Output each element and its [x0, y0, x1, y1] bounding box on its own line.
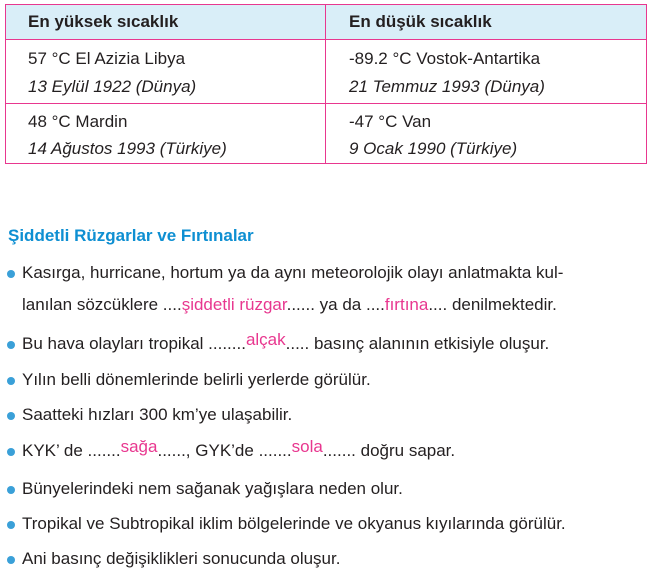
header-lowest: En düşük sıcaklık	[349, 12, 492, 31]
answer-fill: şiddetli rüzgar	[181, 295, 287, 314]
bullet-icon	[7, 448, 15, 456]
bullet-icon	[7, 270, 15, 278]
world-lowest-temp: -89.2 °C Vostok-Antartika	[349, 49, 541, 68]
table-row	[6, 103, 646, 163]
world-highest-temp: 57 °C El Azizia Libya	[28, 49, 186, 68]
answer-fill: sağa	[120, 437, 158, 456]
bullet-icon	[7, 377, 15, 385]
turkey-lowest-temp: -47 °C Van	[349, 112, 432, 131]
temperature-table	[5, 4, 647, 164]
bullet-icon	[7, 412, 15, 420]
bullet-text: Bünyelerindeki nem sağanak yağışlara neden olur.	[22, 479, 403, 498]
bullet-icon	[7, 521, 15, 529]
bullet-icon	[7, 341, 15, 349]
turkey-lowest-date: 9 Ocak 1990 (Türkiye)	[349, 139, 518, 158]
world-lowest-date: 21 Temmuz 1993 (Dünya)	[349, 77, 545, 96]
turkey-highest-date: 14 Ağustos 1993 (Türkiye)	[28, 139, 227, 158]
bullet-icon	[7, 556, 15, 564]
bullet-text	[22, 330, 550, 355]
text-segment: .... denilmektedir.	[428, 295, 557, 314]
answer-fill: fırtına	[384, 295, 429, 314]
turkey-highest-temp: 48 °C Mardin	[28, 112, 128, 131]
bullet-text: Kasırga, hurricane, hortum ya da aynı meteorolojik olayı anlatmakta kul-	[22, 263, 564, 282]
section-title: Şiddetli Rüzgarlar ve Fırtınalar	[8, 226, 254, 245]
text-segment: ..... basınç alanının etkisiyle oluşur.	[285, 334, 550, 353]
bullet-text-line2	[22, 294, 557, 316]
column-divider	[325, 5, 326, 163]
text-segment: KYK’ de .......	[22, 441, 121, 460]
text-segment: ....... doğru sapar.	[322, 441, 456, 460]
table-row	[6, 39, 646, 103]
text-segment: lanılan sözcüklere ....	[22, 295, 182, 314]
text-segment: ...... ya da ....	[286, 295, 385, 314]
text-segment: Bu hava olayları tropikal ........	[22, 334, 246, 353]
bullet-text	[22, 437, 456, 462]
bullet-text: Tropikal ve Subtropikal iklim bölgelerinde ve okyanus kıyılarında görülür.	[22, 514, 566, 533]
table-header-row	[6, 5, 646, 39]
text-segment: ......, GYK’de .......	[157, 441, 292, 460]
bullet-text: Saatteki hızları 300 km’ye ulaşabilir.	[22, 405, 293, 424]
bullet-text: Yılın belli dönemlerinde belirli yerlerde görülür.	[22, 370, 371, 389]
world-highest-date: 13 Eylül 1922 (Dünya)	[28, 77, 197, 96]
bullet-text: Ani basınç değişiklikleri sonucunda oluşur.	[22, 549, 341, 568]
answer-fill: sola	[291, 437, 323, 456]
header-highest: En yüksek sıcaklık	[28, 12, 179, 31]
answer-fill: alçak	[245, 330, 286, 349]
bullet-icon	[7, 486, 15, 494]
